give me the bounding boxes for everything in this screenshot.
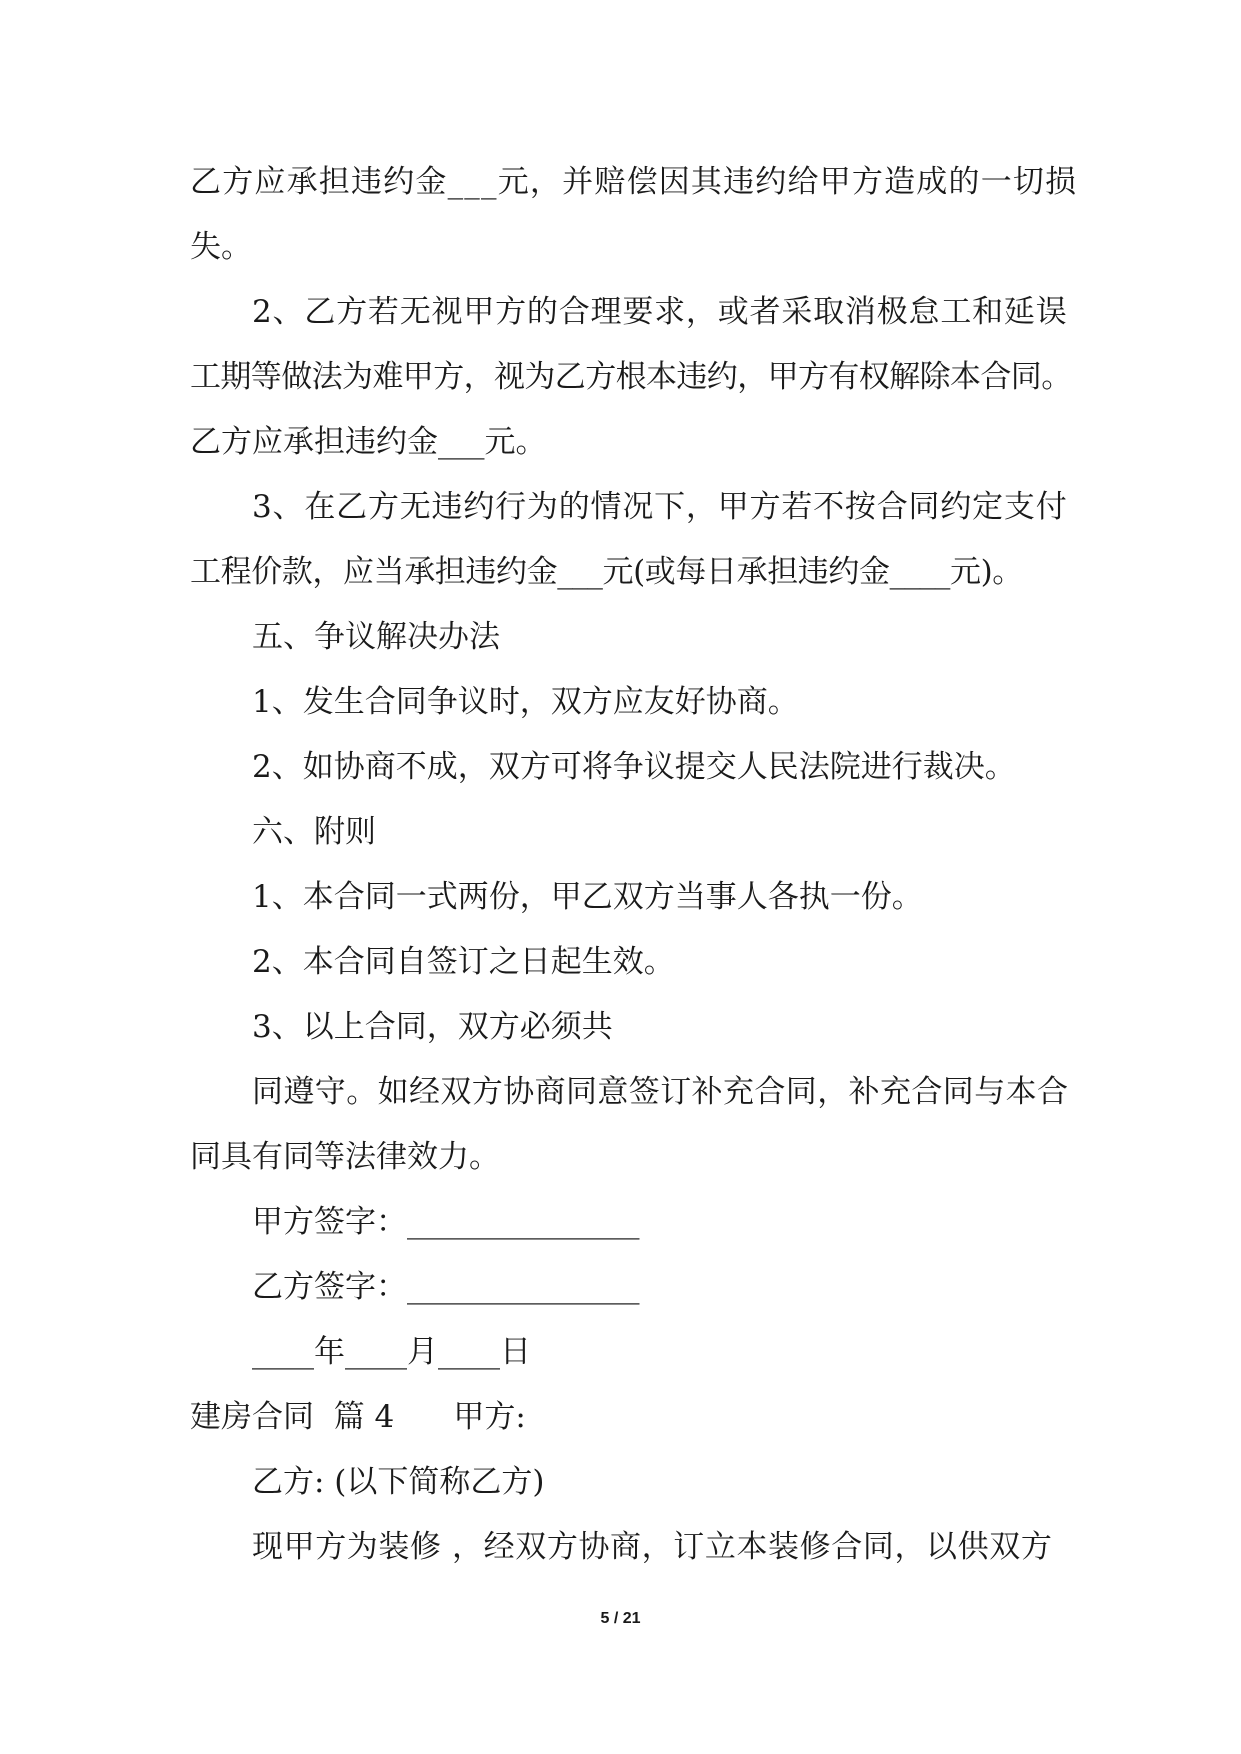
signature-date: ____年____月____日 — [252, 1334, 531, 1370]
party-b-signature: 乙方签字：_______________ — [252, 1269, 640, 1305]
text-line: 工期等做法为难甲方，视为乙方根本违约，甲方有权解除本合同。 — [190, 359, 1072, 395]
text-line: 乙方应承担违约金___元，并赔偿因其违约给甲方造成的一切损 — [190, 164, 1078, 200]
text-line: 3、在乙方无违约行为的情况下，甲方若不按合同约定支付 — [252, 489, 1068, 525]
text-line: 现甲方为装修 ，经双方协商，订立本装修合同，以供双方 — [252, 1529, 1053, 1565]
section-heading: 六、附则 — [252, 814, 376, 850]
text-line: 2、本合同自签订之日起生效。 — [252, 944, 675, 980]
section-heading: 五、争议解决办法 — [252, 619, 500, 655]
text-line: 工程价款，应当承担违约金___元(或每日承担违约金____元)。 — [190, 554, 1023, 590]
text-line: 2、如协商不成，双方可将争议提交人民法院进行裁决。 — [252, 749, 1016, 785]
text-line: 同遵守。如经双方协商同意签订补充合同，补充合同与本合 — [252, 1074, 1069, 1110]
text-line: 1、本合同一式两份，甲乙双方当事人各执一份。 — [252, 879, 923, 915]
text-line: 3、以上合同，双方必须共 — [252, 1009, 613, 1045]
text-line: 同具有同等法律效力。 — [190, 1139, 500, 1175]
party-a-signature: 甲方签字：_______________ — [252, 1204, 640, 1240]
text-line: 乙方: (以下简称乙方) — [252, 1464, 545, 1500]
page-number: 5 / 21 — [600, 1610, 641, 1627]
contract-heading: 建房合同 篇 4 甲方: — [190, 1399, 526, 1435]
text-line: 乙方应承担违约金___元。 — [190, 424, 547, 460]
text-line: 1、发生合同争议时，双方应友好协商。 — [252, 684, 799, 720]
text-line: 2、乙方若无视甲方的合理要求，或者采取消极怠工和延误 — [252, 294, 1068, 330]
text-line: 失。 — [190, 229, 252, 265]
